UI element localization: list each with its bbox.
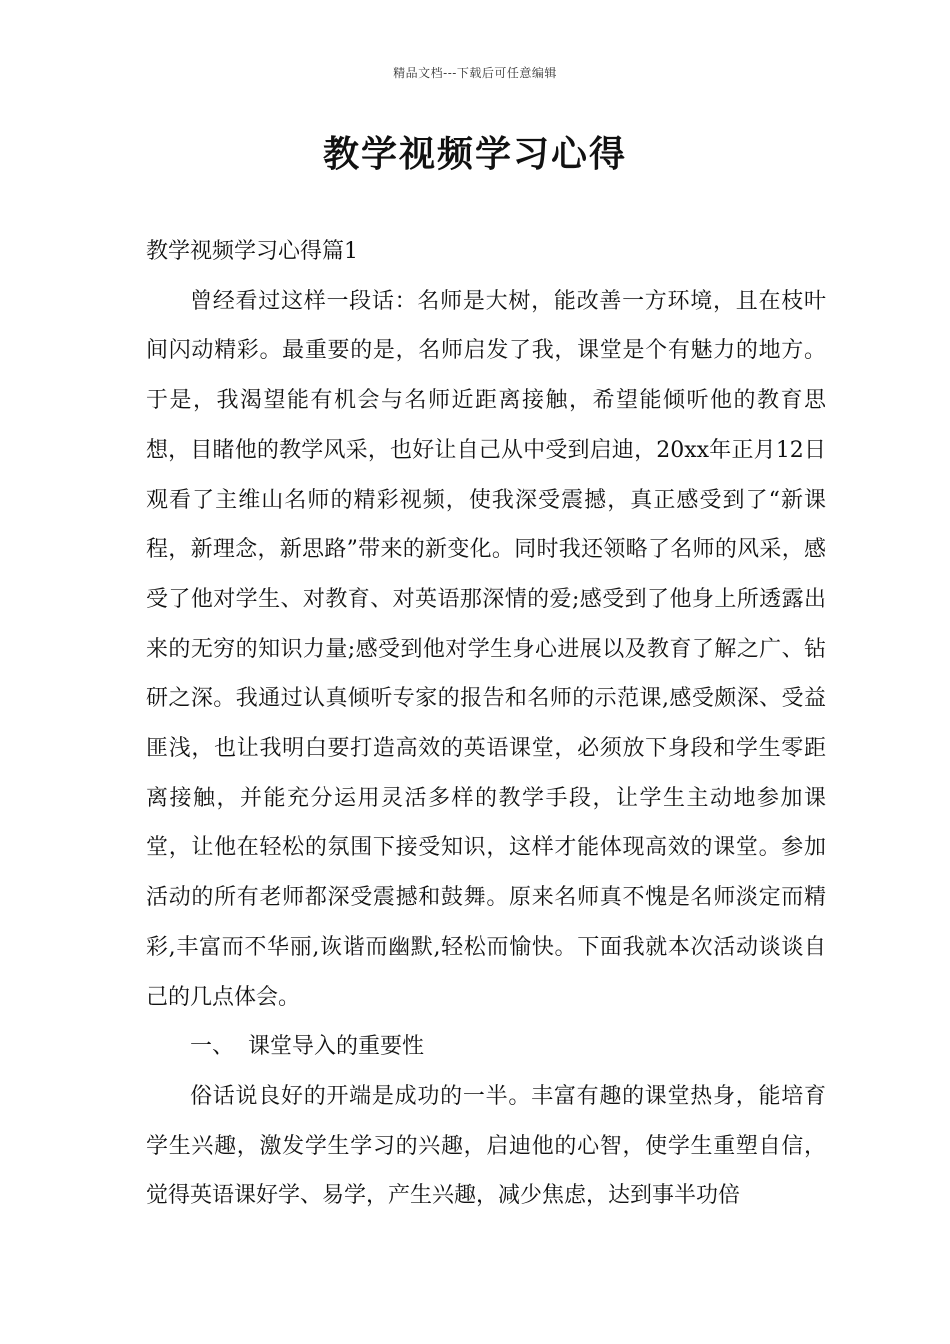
- document-title: 教学视频学习心得: [322, 133, 627, 175]
- paragraph-1: 曾经看过这样一段话：名师是大树，能改善一方环境，且在枝叶间闪动精彩。最重要的是，名师启发了我，课堂是个有魅力的地方。于是，我渴望能有机会与名师近距离接触，希望能倾听他的教育思想，目睹他的教学风采，也好让自己从中受到启迪，20xx年正月12日观看了主维山名师的精彩视频，使我深受震撼，真正感受到了“新课程，新理念，新思路”带来的新变化。同时我还领略了名师的风采，感受了他对学生、对教育、对英语那深情的爱;感受到了他身上所透露出来的无穷的知识力量;感受到他对学生身心进展以及教育了解之广、钻研之深。我通过认真倾听专家的报告和名师的示范课,感受颇深、受益匪浅，也让我明白要打造高效的英语课堂，必须放下身段和学生零距离接触，并能充分运用灵活多样的教学手段，让学生主动地参加课堂，让他在轻松的氛围下接受知识，这样才能体现高效的课堂。参加活动的所有老师都深受震撼和鼓舞。原来名师真不愧是名师淡定而精彩,丰富而不华丽,诙谐而幽默,轻松而愉快。下面我就本次活动谈谈自己的几点体会。: [146, 288, 826, 1010]
- paragraph-2: 俗话说良好的开端是成功的一半。丰富有趣的课堂热身，能培育学生兴趣，激发学生学习的兴趣，启迪他的心智，使学生重塑自信，觉得英语课好学、易学，产生兴趣，减少焦虑，达到事半功倍: [146, 1083, 826, 1209]
- document-body: [146, 227, 826, 1221]
- section-heading-1: 一、 课堂导入的重要性: [190, 1034, 424, 1060]
- header-note: 精品文档---下载后可任意编辑: [393, 66, 557, 80]
- section-subtitle: 教学视频学习心得篇1: [146, 239, 358, 264]
